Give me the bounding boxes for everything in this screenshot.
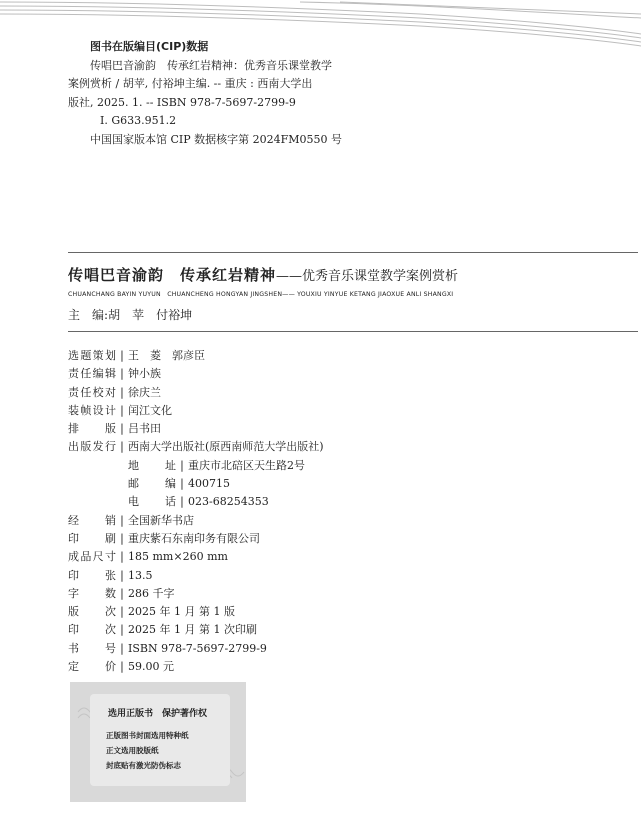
cip-block — [68, 38, 342, 149]
imprint-label: 印张 — [68, 568, 116, 582]
imprint-separator: | — [120, 367, 124, 381]
imprint-value: 59.00 元 — [128, 660, 174, 674]
imprint-row — [68, 457, 324, 475]
imprint-label: 成品尺寸 — [68, 550, 116, 564]
imprint-value: 西南大学出版社(原西南师范大学出版社) — [128, 440, 324, 454]
imprint-label: 字数 — [68, 586, 116, 600]
imprint-row — [68, 347, 324, 365]
cip-line: 案例赏析 / 胡苹, 付裕坤主编. -- 重庆 : 西南大学出 — [68, 77, 313, 90]
imprint-value: 吕书田 — [128, 422, 161, 436]
divider — [68, 252, 638, 253]
imprint-label: 印次 — [68, 623, 116, 637]
imprint-value: 13.5 — [128, 568, 153, 582]
imprint-value: ISBN 978-7-5697-2799-9 — [128, 641, 267, 655]
imprint-label: 邮编 — [128, 477, 176, 491]
imprint-value: 2025 年 1 月 第 1 版 — [128, 605, 235, 619]
label-line: 正文选用胶版纸 — [106, 746, 159, 755]
imprint-label: 电话 — [128, 495, 176, 509]
divider — [68, 331, 638, 332]
imprint-separator: | — [120, 623, 124, 637]
cip-line: 版社, 2025. 1. -- ISBN 978-7-5697-2799-9 — [68, 95, 296, 109]
imprint-separator: | — [180, 495, 184, 509]
imprint-separator: | — [120, 641, 124, 655]
imprint-row — [68, 585, 324, 603]
imprint-row — [68, 567, 324, 585]
imprint-separator: | — [120, 422, 124, 436]
imprint-row — [68, 658, 324, 676]
imprint-separator: | — [120, 586, 124, 600]
imprint-value: 023-68254353 — [188, 495, 269, 509]
book-title-main: 传唱巴音渝韵 传承红岩精神 — [68, 266, 277, 284]
imprint-value: 185 mm×260 mm — [128, 550, 228, 564]
cip-line: Ⅰ. G633.951.2 — [100, 114, 177, 127]
editors-label: 主 编 — [68, 308, 105, 322]
imprint-label: 责任校对 — [68, 385, 116, 399]
imprint-value: 2025 年 1 月 第 1 次印刷 — [128, 623, 257, 637]
imprint-separator: | — [120, 403, 124, 417]
imprint-row — [68, 402, 324, 420]
imprint-label: 责任编辑 — [68, 367, 116, 381]
imprint-row — [68, 384, 324, 402]
imprint-row — [68, 530, 324, 548]
book-title — [68, 264, 458, 285]
imprint-label: 经销 — [68, 513, 116, 527]
imprint-label: 出版发行 — [68, 440, 116, 454]
label-heading: 选用正版书 保护著作权 — [108, 709, 208, 719]
imprint-label: 装帧设计 — [68, 403, 116, 417]
imprint-separator: | — [120, 513, 124, 527]
imprint-row — [68, 548, 324, 566]
imprint-row — [68, 640, 324, 658]
imprint-row — [68, 512, 324, 530]
imprint-label: 选题策划 — [68, 349, 116, 362]
cip-title: 图书在版编目(CIP)数据 — [90, 40, 209, 53]
imprint-row — [68, 438, 324, 456]
imprint-row — [68, 603, 324, 621]
editors-line: 主 编:胡 苹 付裕坤 — [68, 308, 193, 322]
imprint-separator: | — [180, 477, 184, 491]
imprint-value: 闰江文化 — [128, 403, 172, 417]
imprint-label: 排版 — [68, 422, 116, 436]
imprint-label: 地址 — [128, 458, 176, 472]
imprint-separator: | — [120, 385, 124, 399]
imprint-label: 书号 — [68, 641, 116, 655]
imprint-label: 定价 — [68, 660, 116, 674]
imprint-value: 全国新华书店 — [128, 513, 194, 527]
imprint-separator: | — [120, 660, 124, 674]
imprint-separator: | — [120, 605, 124, 619]
label-line: 封底贴有激光防伪标志 — [106, 761, 181, 770]
imprint-value: 286 千字 — [128, 586, 175, 600]
imprint-row — [68, 475, 324, 493]
imprint-row — [68, 493, 324, 511]
imprint-label: 印刷 — [68, 531, 116, 545]
imprint-separator: | — [120, 349, 124, 362]
editors-names: 胡 苹 付裕坤 — [108, 308, 193, 322]
imprint-row — [68, 365, 324, 383]
label-line: 正版图书封面选用特种纸 — [106, 731, 189, 740]
imprint-separator: | — [120, 568, 124, 582]
imprint-separator: | — [120, 440, 124, 454]
cip-line: 传唱巴音渝韵 传承红岩精神：优秀音乐课堂教学 — [90, 58, 332, 72]
imprint-separator: | — [180, 458, 184, 472]
imprint-value: 重庆紫石东南印务有限公司 — [128, 531, 260, 545]
imprint-list — [68, 347, 324, 676]
cip-line: 中国国家版本馆 CIP 数据核字第 2024FM0550 号 — [90, 132, 343, 146]
anti-piracy-label — [70, 682, 246, 802]
book-title-pinyin: CHUANCHANG BAYIN YUYUN CHUANCHENG HONGYAN JINGSHEN—— YOUXIU YINYUE KETANG JIAOXUE ANLI SHANGXI — [68, 291, 454, 298]
imprint-row — [68, 420, 324, 438]
imprint-value: 400715 — [188, 477, 230, 491]
book-title-sub: ——优秀音乐课堂教学案例赏析 — [276, 269, 459, 284]
imprint-value: 徐庆兰 — [128, 385, 161, 399]
imprint-label: 版次 — [68, 605, 116, 619]
imprint-row — [68, 621, 324, 639]
imprint-value: 王 菱 郭彦臣 — [128, 349, 205, 362]
imprint-value: 钟小族 — [128, 367, 161, 381]
imprint-value: 重庆市北碚区天生路2号 — [188, 458, 305, 472]
imprint-separator: | — [120, 531, 124, 545]
imprint-separator: | — [120, 550, 124, 564]
